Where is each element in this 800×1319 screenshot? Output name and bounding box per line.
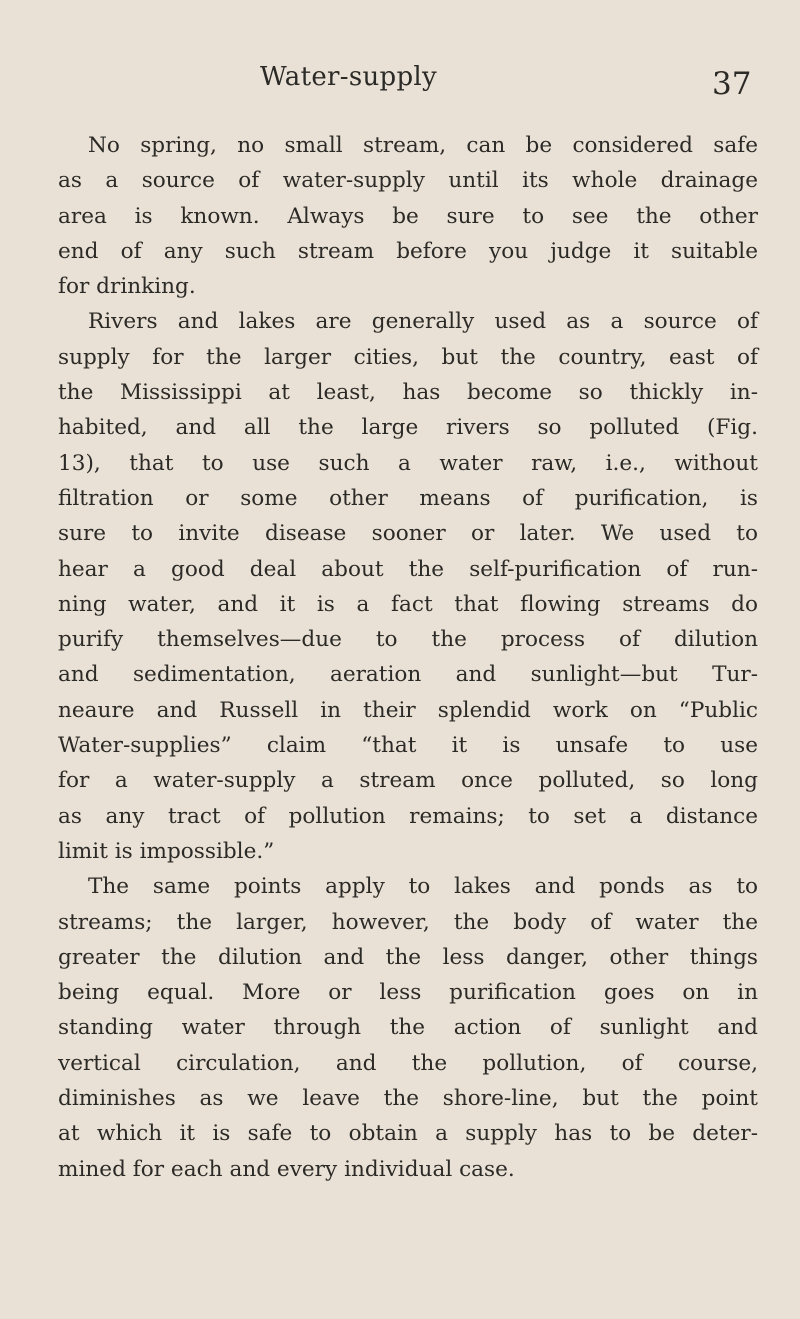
- body-text: [58, 128, 758, 1187]
- text-line: purify themselves—due to the process of dilution: [58, 627, 758, 653]
- text-line: for a water-supply a stream once polluted, so long: [58, 768, 758, 794]
- text-line: habited, and all the large rivers so polluted (Fig.: [58, 415, 758, 441]
- text-line: No spring, no small stream, can be considered safe: [88, 133, 758, 158]
- text-line: end of any such stream before you judge it suitable: [58, 238, 758, 264]
- text-line: 13), that to use such a water raw, i.e., without: [58, 450, 758, 476]
- running-head: [0, 62, 800, 102]
- text-line: greater the dilution and the less danger, other things: [58, 944, 758, 970]
- running-title: Water-supply: [260, 62, 437, 92]
- text-line: streams; the larger, however, the body of water the: [58, 909, 758, 935]
- text-line: supply for the larger cities, but the country, east of: [58, 344, 758, 370]
- text-line: as a source of water-supply until its whole drainage: [58, 168, 758, 194]
- text-line: the Mississippi at least, has become so thickly in-: [58, 380, 758, 406]
- text-line: as any tract of pollution remains; to set a distance: [58, 803, 758, 829]
- text-line: sure to invite disease sooner or later. We used to: [58, 521, 758, 547]
- text-line: mined for each and every individual case.: [58, 1156, 515, 1182]
- text-line: vertical circulation, and the pollution, of course,: [58, 1050, 758, 1076]
- text-line: limit is impossible.”: [58, 838, 275, 864]
- text-line: ning water, and it is a fact that flowing streams do: [58, 591, 758, 617]
- text-line: filtration or some other means of purification, is: [58, 485, 758, 511]
- text-line: area is known. Always be sure to see the other: [58, 203, 758, 229]
- page-number: 37: [712, 66, 752, 102]
- text-line: and sedimentation, aeration and sunlight—but Tur-: [58, 662, 758, 688]
- text-line: diminishes as we leave the shore-line, but the point: [58, 1086, 758, 1112]
- text-line: Water-supplies” claim “that it is unsafe to use: [58, 733, 758, 759]
- text-line: The same points apply to lakes and ponds as to: [88, 874, 758, 900]
- text-line: standing water through the action of sunlight and: [58, 1015, 758, 1041]
- text-line: for drinking.: [58, 274, 196, 300]
- text-line: neaure and Russell in their splendid work on “Public: [58, 697, 758, 723]
- text-line: being equal. More or less purification goes on in: [58, 980, 758, 1006]
- text-line: Rivers and lakes are generally used as a source of: [88, 309, 758, 335]
- text-line: hear a good deal about the self-purification of run-: [58, 556, 758, 582]
- text-line: at which it is safe to obtain a supply has to be deter-: [58, 1121, 758, 1147]
